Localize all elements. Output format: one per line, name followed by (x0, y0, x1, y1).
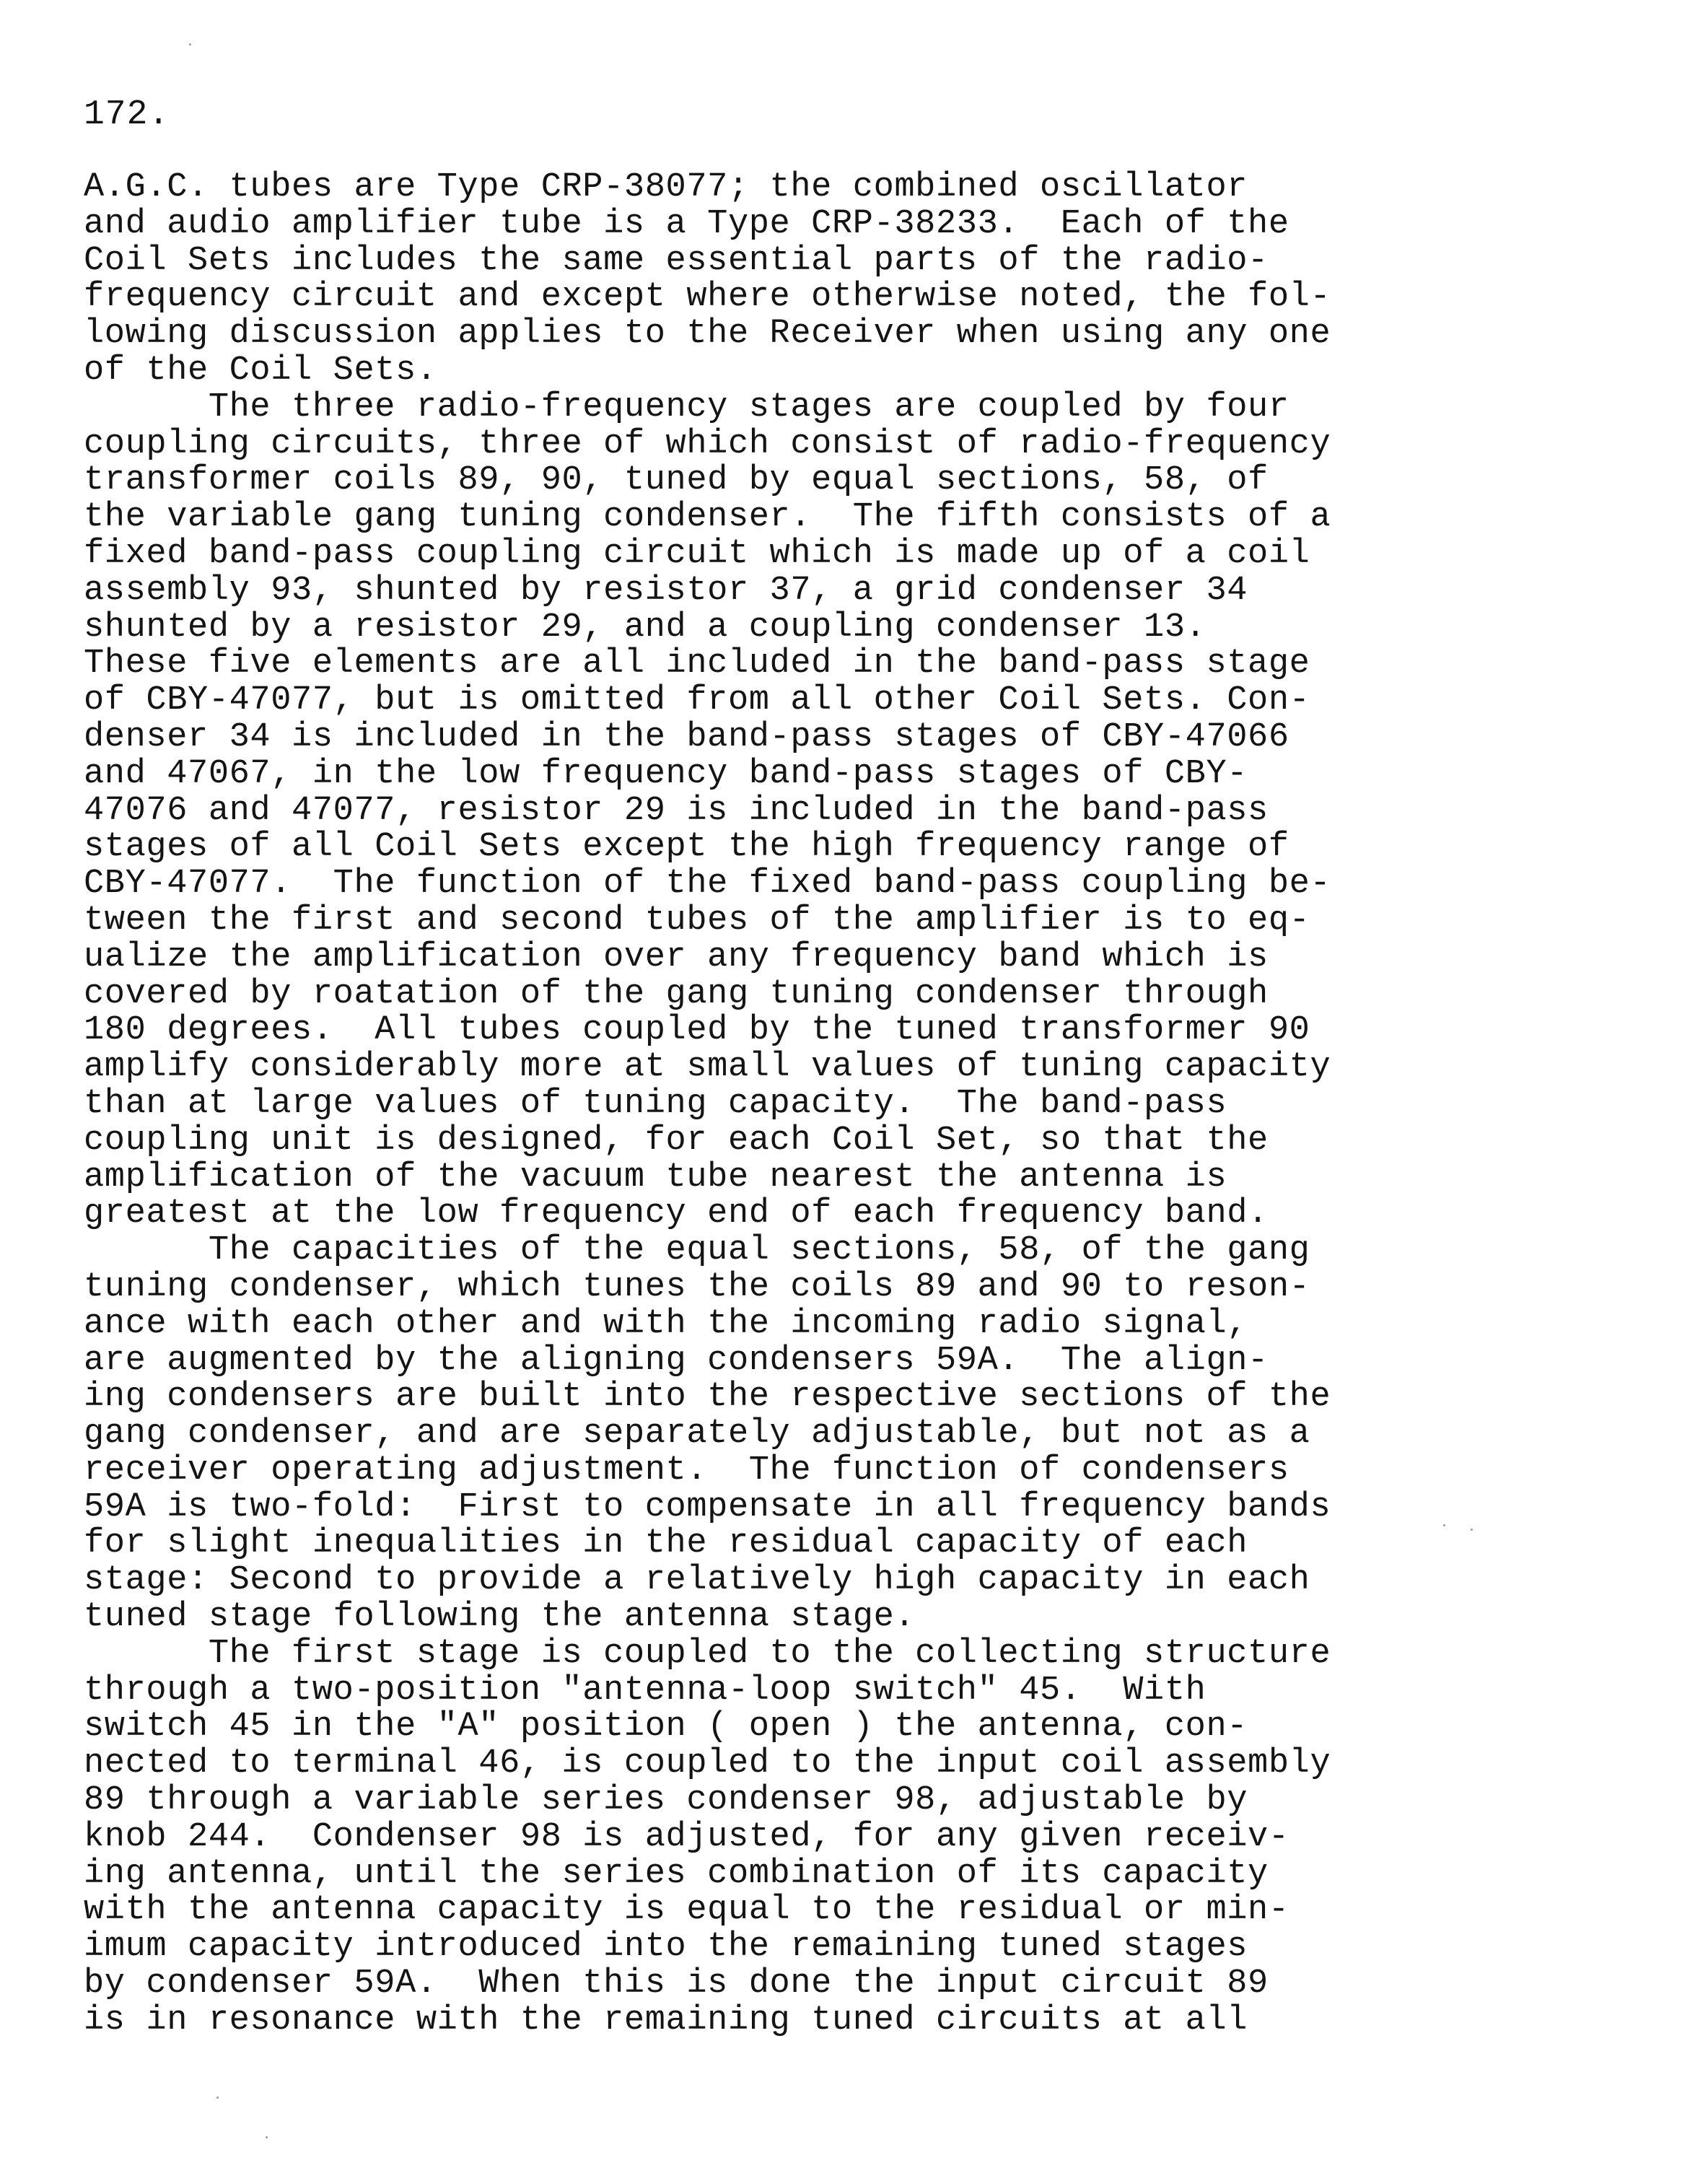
text-line: Coil Sets includes the same essential parts of the radio- (84, 241, 1269, 280)
text-line: receiver operating adjustment. The function of condensers (84, 1451, 1289, 1490)
text-line: tuned stage following the antenna stage. (84, 1598, 916, 1637)
text-line: are augmented by the aligning condensers 59A. The align- (84, 1341, 1269, 1380)
text-line: coupling unit is designed, for each Coil Set, so that the (84, 1121, 1269, 1160)
text-line: 47076 and 47077, resistor 29 is included in the band-pass (84, 791, 1269, 830)
text-line: 59A is two-fold: First to compensate in all frequency bands (84, 1487, 1331, 1526)
text-line: for slight inequalities in the residual capacity of each (84, 1524, 1248, 1563)
text-line: These five elements are all included in the band-pass stage (84, 644, 1310, 683)
text-line: frequency circuit and except where otherwise noted, the fol- (84, 278, 1331, 317)
text-line: 89 through a variable series condenser 98, adjustable by (84, 1781, 1248, 1820)
paper-speck (1443, 1524, 1445, 1526)
text-line: switch 45 in the "A" position ( open ) the antenna, con- (84, 1708, 1248, 1747)
paper-speck (266, 2136, 268, 2138)
text-line: The first stage is coupled to the collecting structure (84, 1634, 1331, 1673)
text-line: ing condensers are built into the respective sections of the (84, 1378, 1331, 1417)
paper-speck (1471, 1529, 1473, 1531)
text-line: assembly 93, shunted by resistor 37, a grid condenser 34 (84, 571, 1248, 610)
text-line: the variable gang tuning condenser. The fifth consists of a (84, 498, 1331, 537)
text-line: denser 34 is included in the band-pass stages of CBY-47066 (84, 717, 1289, 756)
text-line: The capacities of the equal sections, 58, of the gang (84, 1231, 1310, 1270)
text-line: imum capacity introduced into the remaining tuned stages (84, 1928, 1248, 1967)
text-line: through a two-position "antenna-loop switch" 45. With (84, 1671, 1206, 1710)
text-line: with the antenna capacity is equal to the residual or min- (84, 1891, 1289, 1930)
text-line: gang condenser, and are separately adjustable, but not as a (84, 1415, 1310, 1454)
text-line: lowing discussion applies to the Receiver when using any one (84, 315, 1331, 354)
text-line: knob 244. Condenser 98 is adjusted, for any given receiv- (84, 1817, 1289, 1856)
text-line: The three radio-frequency stages are coupled by four (84, 388, 1289, 427)
text-line: is in resonance with the remaining tuned circuits at all (84, 2001, 1248, 2040)
text-line: by condenser 59A. When this is done the input circuit 89 (84, 1964, 1269, 2003)
text-line: amplify considerably more at small values of tuning capacity (84, 1048, 1331, 1087)
text-line: coupling circuits, three of which consist of radio-frequency (84, 424, 1331, 463)
text-line: of the Coil Sets. (84, 351, 437, 390)
text-line: shunted by a resistor 29, and a coupling condenser 13. (84, 608, 1206, 647)
page-number: 172. (84, 95, 170, 134)
paper-speck (189, 43, 191, 45)
text-line: tween the first and second tubes of the amplifier is to eq- (84, 901, 1310, 940)
text-line: of CBY-47077, but is omitted from all other Coil Sets. Con- (84, 681, 1310, 720)
text-line: ualize the amplification over any frequency band which is (84, 937, 1269, 976)
text-line: tuning condenser, which tunes the coils 89 and 90 to reson- (84, 1267, 1310, 1306)
text-line: nected to terminal 46, is coupled to the input coil assembly (84, 1744, 1331, 1783)
text-line: A.G.C. tubes are Type CRP-38077; the combined oscillator (84, 168, 1248, 206)
text-line: and 47067, in the low frequency band-pass stages of CBY- (84, 754, 1248, 793)
text-line: transformer coils 89, 90, tuned by equal sections, 58, of (84, 461, 1269, 500)
text-line: covered by roatation of the gang tuning condenser through (84, 974, 1269, 1013)
text-line: than at large values of tuning capacity. The band-pass (84, 1084, 1227, 1123)
paper-speck (216, 2097, 219, 2099)
text-line: and audio amplifier tube is a Type CRP-38233. Each of the (84, 204, 1289, 243)
text-line: fixed band-pass coupling circuit which is made up of a coil (84, 534, 1310, 573)
text-line: CBY-47077. The function of the fixed band-pass coupling be- (84, 865, 1331, 904)
text-line: amplification of the vacuum tube nearest the antenna is (84, 1158, 1227, 1197)
text-line: 180 degrees. All tubes coupled by the tuned transformer 90 (84, 1011, 1310, 1050)
text-line: ance with each other and with the incoming radio signal, (84, 1304, 1248, 1343)
text-line: greatest at the low frequency end of each frequency band. (84, 1194, 1269, 1233)
body-text (84, 170, 1700, 2040)
text-line: stage: Second to provide a relatively high capacity in each (84, 1561, 1310, 1600)
text-line: stages of all Coil Sets except the high frequency range of (84, 828, 1289, 867)
text-line: ing antenna, until the series combination of its capacity (84, 1854, 1269, 1893)
